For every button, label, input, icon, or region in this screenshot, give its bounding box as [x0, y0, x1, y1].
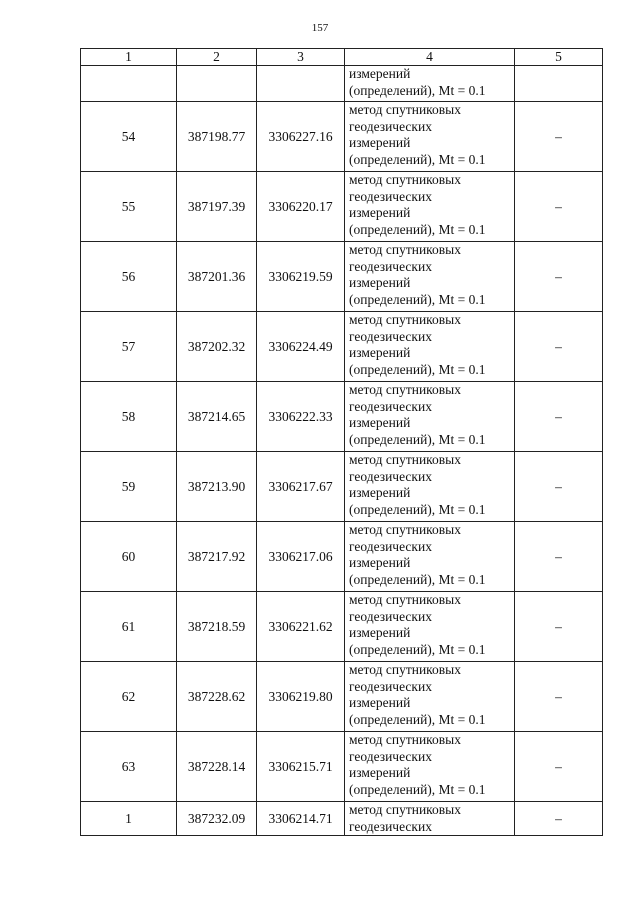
cell-y: 3306224.49 — [257, 312, 345, 382]
method-line: (определений), Mt = 0.1 — [349, 501, 486, 517]
method-line: (определений), Mt = 0.1 — [349, 151, 486, 167]
method-line: измерений — [349, 275, 411, 290]
cell-x — [177, 66, 257, 102]
cell-method — [345, 382, 515, 452]
method-line: измерений — [349, 135, 411, 150]
cell-x: 387228.62 — [177, 662, 257, 732]
cell-num: 61 — [81, 592, 177, 662]
cell-y: 3306217.06 — [257, 522, 345, 592]
method-line: измерений — [349, 205, 411, 220]
method-line: геодезических — [349, 398, 432, 414]
cell-method — [345, 312, 515, 382]
table-body — [81, 66, 603, 836]
cell-y: 3306217.67 — [257, 452, 345, 522]
page-number: 157 — [311, 22, 329, 34]
coordinates-table — [80, 48, 603, 836]
method-line: геодезических — [349, 188, 432, 204]
cell-note — [515, 66, 603, 102]
method-line: (определений), Mt = 0.1 — [349, 431, 486, 447]
method-line: геодезических — [349, 538, 432, 554]
cell-method — [345, 66, 515, 102]
table-row-continuation — [81, 66, 603, 102]
method-line: геодезических — [349, 118, 432, 134]
cell-x: 387218.59 — [177, 592, 257, 662]
header-col-2: 2 — [177, 49, 257, 66]
cell-y: 3306222.33 — [257, 382, 345, 452]
method-line: метод спутниковых — [349, 382, 461, 397]
method-line: измерений — [349, 625, 411, 640]
cell-method — [345, 172, 515, 242]
cell-method — [345, 242, 515, 312]
method-line: измерений — [349, 695, 411, 710]
cell-num: 56 — [81, 242, 177, 312]
cell-num — [81, 66, 177, 102]
header-col-4: 4 — [345, 49, 515, 66]
cell-method — [345, 732, 515, 802]
cell-note: – — [515, 172, 603, 242]
cell-note: – — [515, 662, 603, 732]
method-line: метод спутниковых — [349, 102, 461, 117]
table-row — [81, 172, 603, 242]
cell-y: 3306221.62 — [257, 592, 345, 662]
method-line: (определений), Mt = 0.1 — [349, 571, 486, 587]
table-row — [81, 802, 603, 836]
method-line: геодезических — [349, 258, 432, 274]
table-row — [81, 522, 603, 592]
header-col-1: 1 — [81, 49, 177, 66]
method-line: измерений — [349, 345, 411, 360]
table-row — [81, 102, 603, 172]
cell-x: 387198.77 — [177, 102, 257, 172]
method-line: метод спутниковых — [349, 732, 461, 747]
cell-method — [345, 452, 515, 522]
table-row — [81, 662, 603, 732]
table-row — [81, 452, 603, 522]
cell-x: 387202.32 — [177, 312, 257, 382]
method-line: геодезических — [349, 608, 432, 624]
cell-method — [345, 802, 515, 836]
method-line: метод спутниковых — [349, 242, 461, 257]
table-row — [81, 242, 603, 312]
cell-note: – — [515, 312, 603, 382]
method-line: (определений), Mt = 0.1 — [349, 711, 486, 727]
table-header-row — [81, 49, 603, 66]
cell-y: 3306227.16 — [257, 102, 345, 172]
table-row — [81, 312, 603, 382]
method-line: (определений), Mt = 0.1 — [349, 361, 486, 377]
method-line: геодезических — [349, 678, 432, 694]
cell-x: 387197.39 — [177, 172, 257, 242]
cell-method — [345, 662, 515, 732]
cell-num: 57 — [81, 312, 177, 382]
cell-num: 1 — [81, 802, 177, 836]
cell-note: – — [515, 382, 603, 452]
table-row — [81, 382, 603, 452]
cell-note: – — [515, 452, 603, 522]
cell-y: 3306219.80 — [257, 662, 345, 732]
table-row — [81, 732, 603, 802]
cell-note: – — [515, 592, 603, 662]
cell-method — [345, 522, 515, 592]
cell-x: 387228.14 — [177, 732, 257, 802]
cell-note: – — [515, 242, 603, 312]
cell-note: – — [515, 522, 603, 592]
cell-num: 54 — [81, 102, 177, 172]
method-line: геодезических — [349, 468, 432, 484]
cell-num: 63 — [81, 732, 177, 802]
method-line: (определений), Mt = 0.1 — [349, 781, 486, 797]
method-line: измерений — [349, 555, 411, 570]
method-line: (определений), Mt = 0.1 — [349, 221, 486, 237]
cell-y: 3306215.71 — [257, 732, 345, 802]
cell-method — [345, 592, 515, 662]
method-line: метод спутниковых — [349, 172, 461, 187]
cell-y: 3306214.71 — [257, 802, 345, 836]
method-line: измерений — [349, 66, 411, 81]
method-line: (определений), Mt = 0.1 — [349, 82, 486, 98]
table-row — [81, 592, 603, 662]
method-line: метод спутниковых — [349, 592, 461, 607]
method-line: геодезических — [349, 818, 432, 834]
cell-y: 3306219.59 — [257, 242, 345, 312]
cell-x: 387213.90 — [177, 452, 257, 522]
cell-num: 60 — [81, 522, 177, 592]
method-line: геодезических — [349, 328, 432, 344]
cell-note: – — [515, 102, 603, 172]
cell-note: – — [515, 732, 603, 802]
method-line: (определений), Mt = 0.1 — [349, 641, 486, 657]
method-line: геодезических — [349, 748, 432, 764]
cell-num: 62 — [81, 662, 177, 732]
header-col-5: 5 — [515, 49, 603, 66]
method-line: метод спутниковых — [349, 312, 461, 327]
header-col-3: 3 — [257, 49, 345, 66]
cell-y: 3306220.17 — [257, 172, 345, 242]
method-line: измерений — [349, 415, 411, 430]
cell-x: 387232.09 — [177, 802, 257, 836]
method-line: метод спутниковых — [349, 452, 461, 467]
method-line: метод спутниковых — [349, 802, 461, 817]
cell-num: 59 — [81, 452, 177, 522]
cell-num: 55 — [81, 172, 177, 242]
cell-x: 387201.36 — [177, 242, 257, 312]
method-line: (определений), Mt = 0.1 — [349, 291, 486, 307]
cell-note: – — [515, 802, 603, 836]
method-line: метод спутниковых — [349, 522, 461, 537]
cell-method — [345, 102, 515, 172]
cell-num: 58 — [81, 382, 177, 452]
cell-x: 387214.65 — [177, 382, 257, 452]
cell-y — [257, 66, 345, 102]
cell-x: 387217.92 — [177, 522, 257, 592]
method-line: измерений — [349, 765, 411, 780]
method-line: метод спутниковых — [349, 662, 461, 677]
method-line: измерений — [349, 485, 411, 500]
